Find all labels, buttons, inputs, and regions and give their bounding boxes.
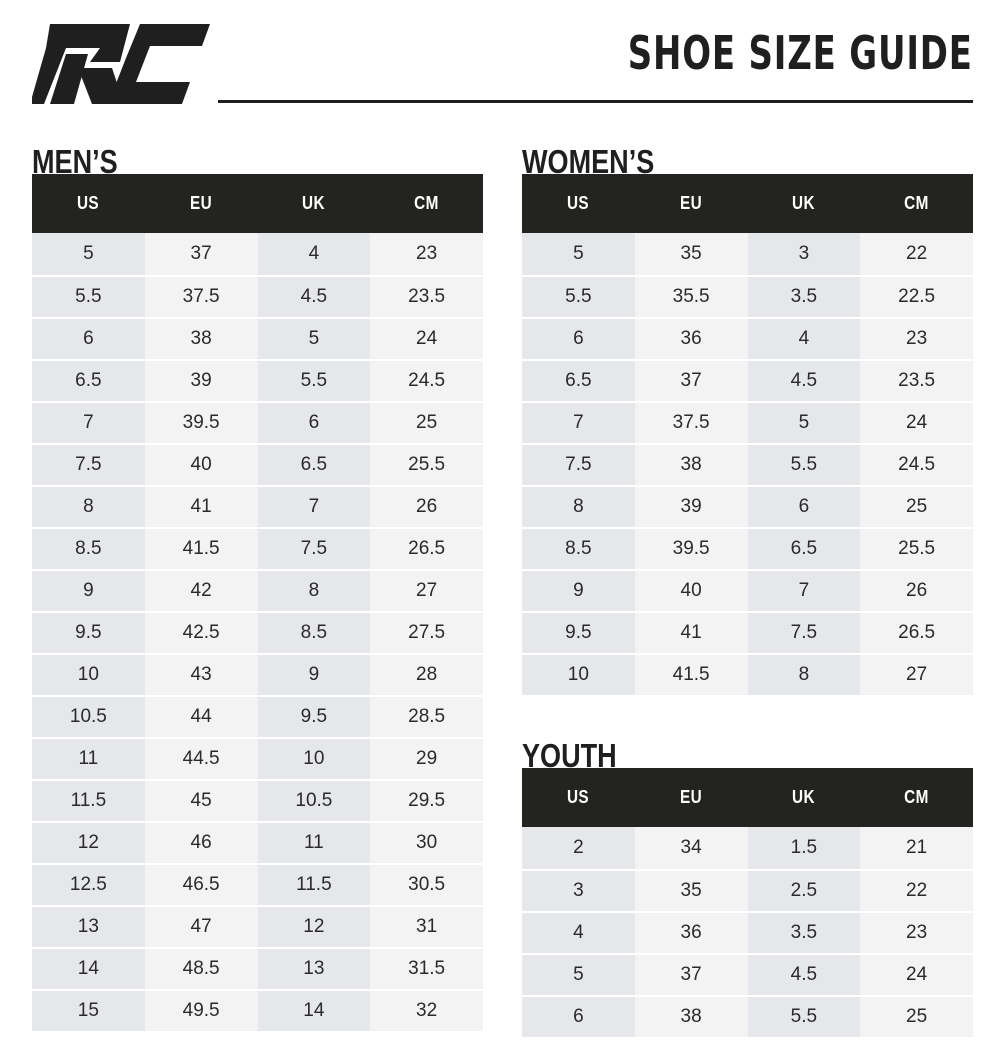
size-cell-eu: 37.5 xyxy=(145,275,258,317)
size-cell-uk: 10.5 xyxy=(258,779,371,821)
mens-size-section xyxy=(32,139,483,1031)
size-cell-eu: 42.5 xyxy=(145,611,258,653)
size-cell-cm: 29 xyxy=(370,737,483,779)
size-cell-cm: 23 xyxy=(860,317,973,359)
size-cell-cm: 28.5 xyxy=(370,695,483,737)
table-row xyxy=(32,863,483,905)
table-row xyxy=(522,995,973,1037)
table-row xyxy=(32,527,483,569)
size-cell-cm: 25.5 xyxy=(370,443,483,485)
size-cell-eu: 40 xyxy=(145,443,258,485)
size-cell-us: 13 xyxy=(32,905,145,947)
table-row xyxy=(32,737,483,779)
size-cell-eu: 37 xyxy=(635,359,748,401)
table-row xyxy=(522,827,973,869)
table-row xyxy=(522,401,973,443)
size-cell-cm: 21 xyxy=(860,827,973,869)
column-header-cm: CM xyxy=(860,174,973,233)
size-cell-us: 5 xyxy=(32,233,145,275)
size-cell-us: 10 xyxy=(32,653,145,695)
size-cell-cm: 28 xyxy=(370,653,483,695)
size-cell-uk: 4.5 xyxy=(748,953,861,995)
size-cell-eu: 38 xyxy=(635,995,748,1037)
size-cell-eu: 39.5 xyxy=(145,401,258,443)
size-cell-uk: 9.5 xyxy=(258,695,371,737)
table-row xyxy=(522,569,973,611)
womens-section-title: WOMEN’S xyxy=(522,143,655,180)
table-row xyxy=(32,611,483,653)
column-header-uk: UK xyxy=(748,174,861,233)
size-cell-uk: 9 xyxy=(258,653,371,695)
size-cell-us: 11.5 xyxy=(32,779,145,821)
size-cell-uk: 14 xyxy=(258,989,371,1031)
size-cell-cm: 23.5 xyxy=(860,359,973,401)
size-cell-us: 7.5 xyxy=(32,443,145,485)
size-cell-us: 15 xyxy=(32,989,145,1031)
size-cell-eu: 39 xyxy=(635,485,748,527)
size-cell-eu: 43 xyxy=(145,653,258,695)
table-row xyxy=(522,869,973,911)
column-header-uk: UK xyxy=(258,174,371,233)
size-cell-cm: 24.5 xyxy=(370,359,483,401)
size-cell-cm: 30.5 xyxy=(370,863,483,905)
size-cell-uk: 6.5 xyxy=(258,443,371,485)
size-cell-cm: 26.5 xyxy=(370,527,483,569)
size-cell-cm: 32 xyxy=(370,989,483,1031)
table-row xyxy=(32,653,483,695)
size-cell-us: 5.5 xyxy=(522,275,635,317)
table-row xyxy=(32,821,483,863)
mens-section-title: MEN’S xyxy=(32,143,118,180)
size-cell-eu: 37 xyxy=(635,953,748,995)
size-cell-uk: 5.5 xyxy=(748,443,861,485)
size-cell-eu: 42 xyxy=(145,569,258,611)
table-row xyxy=(522,527,973,569)
table-row xyxy=(522,275,973,317)
size-cell-us: 9.5 xyxy=(522,611,635,653)
size-cell-cm: 25.5 xyxy=(860,527,973,569)
size-cell-cm: 22 xyxy=(860,233,973,275)
size-cell-cm: 30 xyxy=(370,821,483,863)
size-cell-uk: 11.5 xyxy=(258,863,371,905)
size-cell-eu: 38 xyxy=(145,317,258,359)
size-cell-eu: 47 xyxy=(145,905,258,947)
size-cell-us: 7.5 xyxy=(522,443,635,485)
table-row xyxy=(522,485,973,527)
size-cell-us: 14 xyxy=(32,947,145,989)
size-cell-cm: 31 xyxy=(370,905,483,947)
table-row xyxy=(32,275,483,317)
size-cell-cm: 23.5 xyxy=(370,275,483,317)
size-cell-cm: 26 xyxy=(860,569,973,611)
table-row xyxy=(522,653,973,695)
table-header-row xyxy=(522,174,973,233)
size-cell-cm: 22 xyxy=(860,869,973,911)
size-cell-us: 9 xyxy=(522,569,635,611)
size-cell-uk: 7 xyxy=(748,569,861,611)
table-row xyxy=(522,317,973,359)
table-row xyxy=(32,317,483,359)
size-cell-eu: 34 xyxy=(635,827,748,869)
size-cell-eu: 41.5 xyxy=(635,653,748,695)
youth-size-table xyxy=(522,768,973,1037)
size-cell-uk: 8 xyxy=(258,569,371,611)
size-cell-eu: 49.5 xyxy=(145,989,258,1031)
table-row xyxy=(522,233,973,275)
size-cell-uk: 11 xyxy=(258,821,371,863)
size-cell-eu: 44 xyxy=(145,695,258,737)
table-row xyxy=(32,359,483,401)
size-cell-us: 5.5 xyxy=(32,275,145,317)
table-row xyxy=(522,911,973,953)
column-header-eu: EU xyxy=(635,768,748,827)
column-header-cm: CM xyxy=(860,768,973,827)
size-cell-eu: 36 xyxy=(635,911,748,953)
size-cell-cm: 27.5 xyxy=(370,611,483,653)
size-cell-uk: 8.5 xyxy=(258,611,371,653)
column-header-uk: UK xyxy=(748,768,861,827)
table-row xyxy=(32,569,483,611)
size-cell-us: 8 xyxy=(32,485,145,527)
size-cell-us: 12 xyxy=(32,821,145,863)
size-cell-cm: 26 xyxy=(370,485,483,527)
size-cell-us: 3 xyxy=(522,869,635,911)
table-row xyxy=(32,233,483,275)
table-header-row xyxy=(522,768,973,827)
table-row xyxy=(32,401,483,443)
column-header-us: US xyxy=(522,174,635,233)
table-row xyxy=(32,989,483,1031)
size-cell-eu: 41.5 xyxy=(145,527,258,569)
size-cell-eu: 46.5 xyxy=(145,863,258,905)
size-cell-eu: 35 xyxy=(635,233,748,275)
size-cell-us: 10.5 xyxy=(32,695,145,737)
size-cell-us: 6 xyxy=(522,995,635,1037)
size-cell-uk: 12 xyxy=(258,905,371,947)
size-cell-us: 6 xyxy=(32,317,145,359)
size-cell-eu: 48.5 xyxy=(145,947,258,989)
size-cell-eu: 45 xyxy=(145,779,258,821)
size-cell-cm: 25 xyxy=(370,401,483,443)
size-cell-us: 8.5 xyxy=(32,527,145,569)
table-row xyxy=(522,953,973,995)
size-cell-uk: 4 xyxy=(748,317,861,359)
size-cell-us: 2 xyxy=(522,827,635,869)
size-cell-eu: 35.5 xyxy=(635,275,748,317)
column-header-cm: CM xyxy=(370,174,483,233)
size-cell-cm: 25 xyxy=(860,485,973,527)
size-cell-uk: 4.5 xyxy=(748,359,861,401)
size-cell-eu: 44.5 xyxy=(145,737,258,779)
size-cell-cm: 23 xyxy=(860,911,973,953)
size-cell-uk: 7.5 xyxy=(258,527,371,569)
size-cell-eu: 39 xyxy=(145,359,258,401)
size-cell-us: 6.5 xyxy=(32,359,145,401)
table-row xyxy=(32,485,483,527)
size-cell-uk: 8 xyxy=(748,653,861,695)
size-cell-uk: 2.5 xyxy=(748,869,861,911)
size-cell-uk: 1.5 xyxy=(748,827,861,869)
size-cell-uk: 5 xyxy=(748,401,861,443)
size-cell-us: 4 xyxy=(522,911,635,953)
column-header-eu: EU xyxy=(145,174,258,233)
size-cell-cm: 27 xyxy=(370,569,483,611)
size-cell-uk: 6 xyxy=(748,485,861,527)
column-header-us: US xyxy=(522,768,635,827)
size-cell-eu: 41 xyxy=(635,611,748,653)
youth-section-title: YOUTH xyxy=(522,737,617,774)
size-cell-us: 6 xyxy=(522,317,635,359)
size-cell-us: 6.5 xyxy=(522,359,635,401)
table-row xyxy=(32,947,483,989)
size-cell-uk: 5.5 xyxy=(258,359,371,401)
size-cell-us: 9.5 xyxy=(32,611,145,653)
size-cell-eu: 37.5 xyxy=(635,401,748,443)
size-cell-uk: 5 xyxy=(258,317,371,359)
table-row xyxy=(32,695,483,737)
size-cell-us: 7 xyxy=(522,401,635,443)
size-cell-eu: 46 xyxy=(145,821,258,863)
table-row xyxy=(32,443,483,485)
size-cell-cm: 24 xyxy=(860,401,973,443)
size-cell-uk: 5.5 xyxy=(748,995,861,1037)
size-cell-us: 10 xyxy=(522,653,635,695)
column-header-us: US xyxy=(32,174,145,233)
size-cell-uk: 13 xyxy=(258,947,371,989)
size-cell-uk: 3 xyxy=(748,233,861,275)
size-cell-us: 9 xyxy=(32,569,145,611)
table-row xyxy=(32,779,483,821)
table-row xyxy=(522,359,973,401)
size-cell-uk: 7 xyxy=(258,485,371,527)
youth-size-section xyxy=(522,733,973,1037)
size-cell-cm: 24.5 xyxy=(860,443,973,485)
table-row xyxy=(32,905,483,947)
size-cell-cm: 24 xyxy=(860,953,973,995)
size-cell-eu: 39.5 xyxy=(635,527,748,569)
size-cell-cm: 25 xyxy=(860,995,973,1037)
size-cell-cm: 29.5 xyxy=(370,779,483,821)
size-cell-eu: 36 xyxy=(635,317,748,359)
size-cell-cm: 23 xyxy=(370,233,483,275)
size-cell-us: 5 xyxy=(522,233,635,275)
size-cell-cm: 31.5 xyxy=(370,947,483,989)
size-cell-uk: 6 xyxy=(258,401,371,443)
size-cell-us: 8.5 xyxy=(522,527,635,569)
size-cell-uk: 7.5 xyxy=(748,611,861,653)
page-title: SHOE SIZE GUIDE xyxy=(627,26,973,80)
table-row xyxy=(522,611,973,653)
table-header-row xyxy=(32,174,483,233)
size-cell-uk: 4 xyxy=(258,233,371,275)
size-cell-uk: 4.5 xyxy=(258,275,371,317)
title-divider xyxy=(218,100,973,103)
rc-logo xyxy=(32,24,212,104)
size-cell-eu: 37 xyxy=(145,233,258,275)
column-header-eu: EU xyxy=(635,174,748,233)
size-cell-us: 8 xyxy=(522,485,635,527)
size-cell-us: 12.5 xyxy=(32,863,145,905)
size-cell-eu: 41 xyxy=(145,485,258,527)
size-cell-uk: 3.5 xyxy=(748,275,861,317)
size-cell-us: 7 xyxy=(32,401,145,443)
size-cell-uk: 6.5 xyxy=(748,527,861,569)
size-cell-cm: 22.5 xyxy=(860,275,973,317)
size-cell-uk: 10 xyxy=(258,737,371,779)
womens-size-table xyxy=(522,174,973,695)
mens-size-table xyxy=(32,174,483,1031)
size-cell-cm: 26.5 xyxy=(860,611,973,653)
size-cell-eu: 40 xyxy=(635,569,748,611)
womens-size-section xyxy=(522,139,973,695)
size-cell-uk: 3.5 xyxy=(748,911,861,953)
size-cell-us: 11 xyxy=(32,737,145,779)
size-cell-cm: 27 xyxy=(860,653,973,695)
table-row xyxy=(522,443,973,485)
size-cell-us: 5 xyxy=(522,953,635,995)
size-cell-cm: 24 xyxy=(370,317,483,359)
size-cell-eu: 38 xyxy=(635,443,748,485)
size-cell-eu: 35 xyxy=(635,869,748,911)
